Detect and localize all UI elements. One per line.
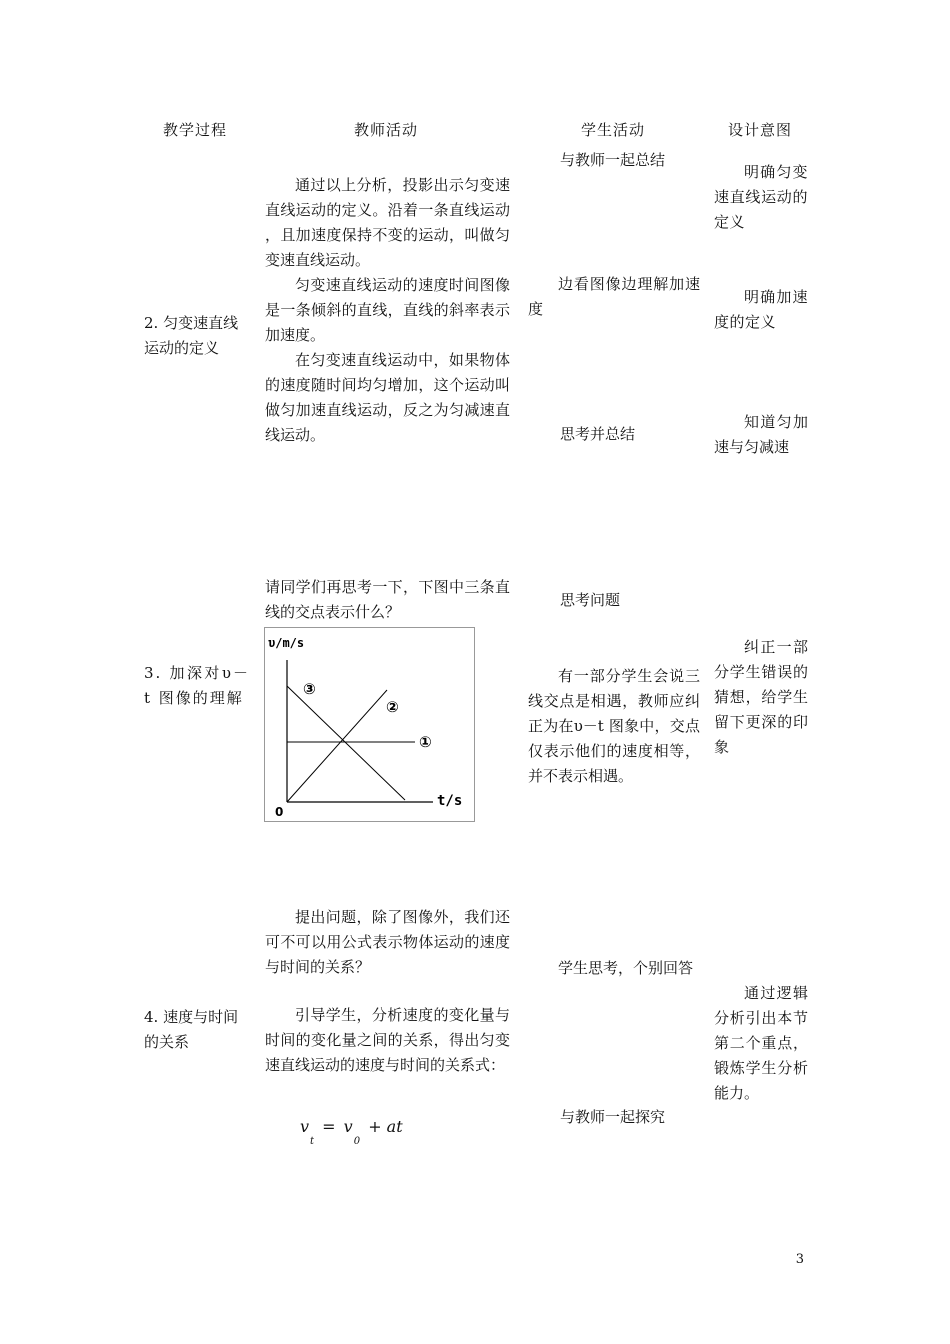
section2-teacher-para2: 匀变速直线运动的速度时间图像是一条倾斜的直线，直线的斜率表示加速度。 — [265, 276, 510, 344]
section4-teacher-para2: 引导学生，分析速度的变化量与时间的变化量之间的关系，得出匀变速直线运动的速度与时间的关系式： — [265, 1006, 510, 1074]
section2-student-2: 边看图像边理解加速度 — [528, 275, 700, 318]
section2-teacher-para1: 通过以上分析，投影出示匀变速直线运动的定义。沿着一条直线运动 ，且加速度保持不变的运动，叫做匀变速直线运动。 — [265, 176, 510, 269]
section2-teacher-para3: 在匀变速直线运动中，如果物体的速度随时间均匀增加，这个运动叫做匀加速直线运动，反之为匀减速直线运动。 — [265, 351, 510, 444]
section2-student-1: 与教师一起总结 — [560, 151, 666, 169]
header-student: 学生活动 — [581, 121, 646, 139]
formula-rest: + at — [368, 1117, 403, 1136]
section3-student-1: 思考问题 — [560, 591, 621, 609]
section3-student-2: 有一部分学生会说三线交点是相遇，教师应纠正为在υ－t 图象中，交点仅表示他们的速度相等，并不表示相遇。 — [528, 667, 700, 785]
section2-process: 2. 匀变速直线运动的定义 — [144, 314, 239, 357]
section2-student-3: 思考并总结 — [560, 425, 636, 443]
y-axis-label: υ/m/s — [268, 636, 305, 650]
header-process: 教学过程 — [163, 121, 228, 139]
section2-intent-3: 知道匀加速与匀减速 — [714, 413, 808, 456]
section4-student-1: 学生思考，个别回答 — [558, 959, 694, 977]
formula-sub-0: 0 — [353, 1136, 361, 1148]
origin-label: 0 — [275, 805, 284, 819]
section4-student-2: 与教师一起探究 — [560, 1108, 666, 1126]
velocity-time-graph-svg — [265, 628, 474, 821]
formula-v0: v — [343, 1117, 353, 1136]
header-teacher: 教师活动 — [354, 121, 419, 139]
section4-intent: 通过逻辑分析引出本节第二个重点，锻炼学生分析能力。 — [714, 984, 808, 1102]
section4-process: 4. 速度与时间的关系 — [144, 1008, 239, 1051]
formula-equals: = — [322, 1117, 336, 1136]
line-2 — [287, 690, 387, 802]
section3-process: 3. 加深对υ－t 图像的理解 — [144, 664, 250, 707]
formula-sub-t: t — [310, 1136, 315, 1148]
section4-teacher-para1: 提出问题，除了图像外，我们还可不可以用公式表示物体运动的速度与时间的关系？ — [265, 908, 510, 976]
section3-teacher-prompt: 请同学们再思考一下，下图中三条直线的交点表示什么？ — [265, 578, 510, 621]
formula-v: v — [300, 1117, 310, 1136]
page-number: 3 — [795, 1252, 804, 1267]
velocity-time-formula — [300, 1117, 403, 1148]
velocity-time-graph — [264, 627, 475, 822]
line-2-label: ② — [386, 698, 399, 716]
section2-intent-2: 明确加速度的定义 — [714, 288, 808, 331]
header-intent: 设计意图 — [728, 121, 793, 139]
x-axis-label: t/s — [437, 793, 463, 809]
section2-intent-1: 明确匀变速直线运动的定义 — [714, 163, 808, 231]
section3-intent: 纠正一部分学生错误的猜想，给学生留下更深的印象 — [714, 638, 808, 756]
line-3-label: ③ — [303, 680, 316, 698]
line-1-label: ① — [419, 733, 432, 751]
